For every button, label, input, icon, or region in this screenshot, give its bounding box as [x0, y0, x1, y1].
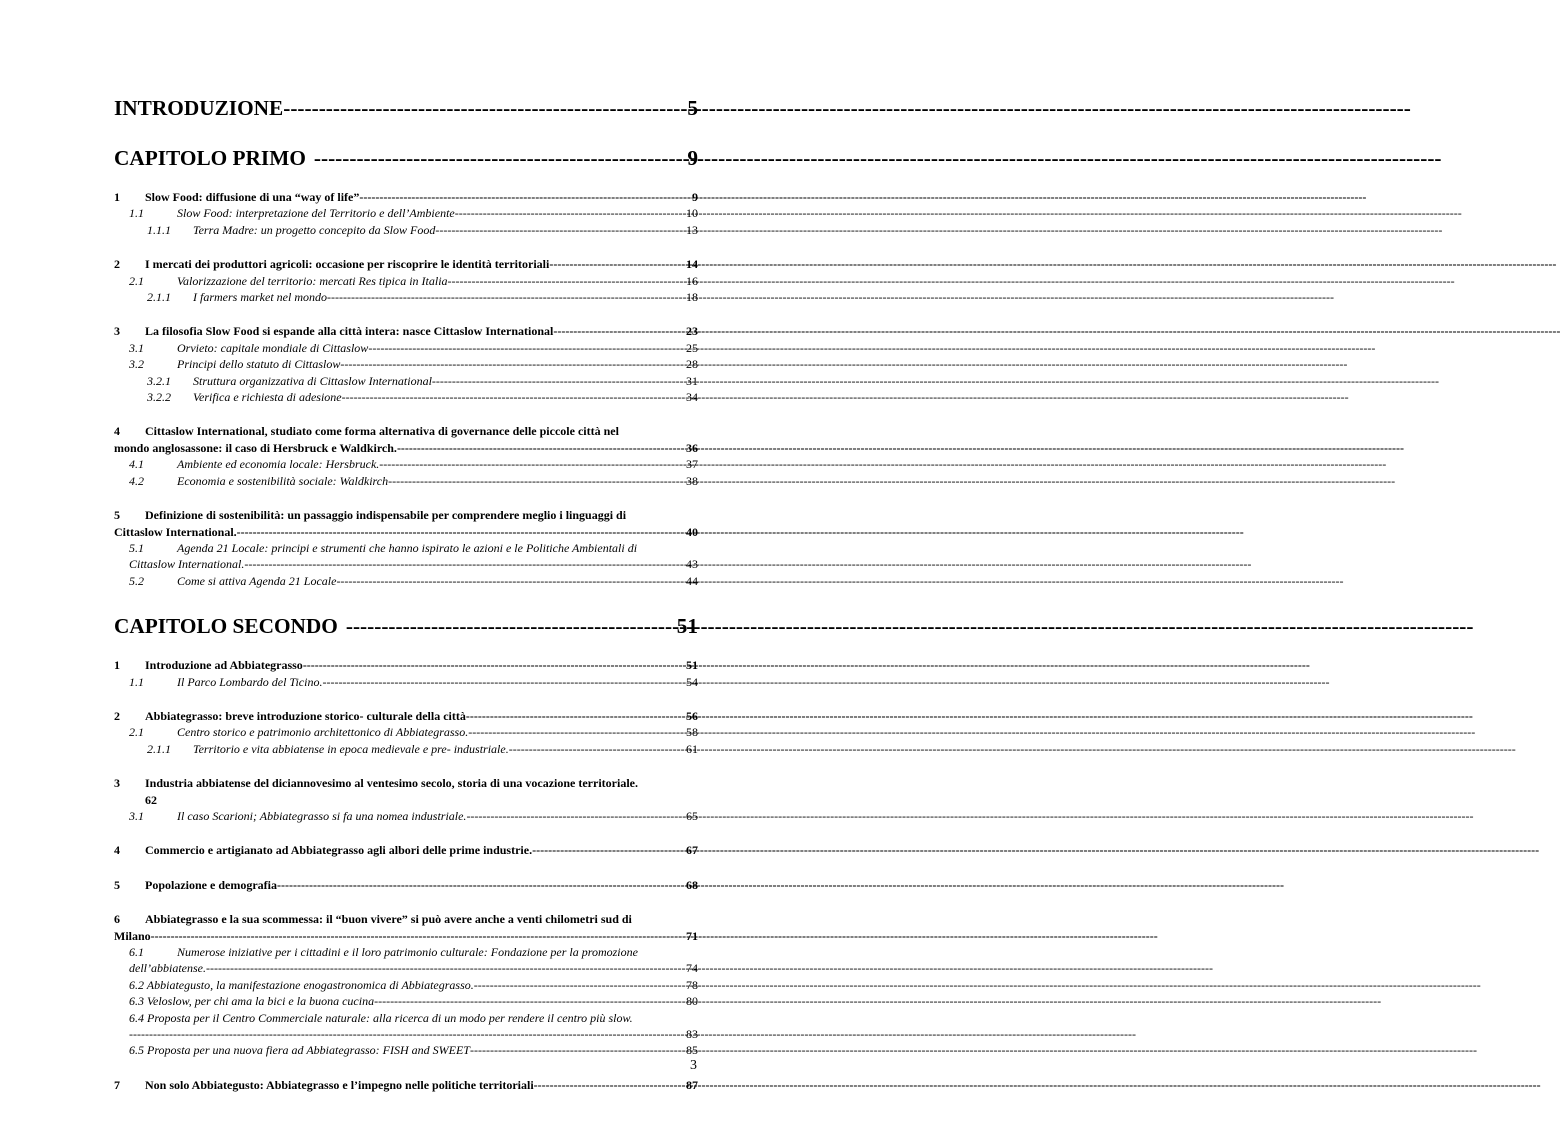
page-ref: 78 — [686, 977, 698, 992]
dot-leader — [468, 724, 684, 740]
subsection-title: Terra Madre: un progetto concepito da Slow Food — [193, 222, 436, 237]
subsection-title: Il Parco Lombardo del Ticino. — [177, 674, 323, 689]
page-ref: 38 — [686, 473, 698, 488]
toc-entry-section[interactable] — [114, 708, 698, 724]
subsection-title: Principi dello statuto di Cittaslow — [177, 357, 341, 372]
dot-leader — [368, 340, 684, 356]
toc-entry-subsubsection[interactable] — [114, 289, 698, 305]
subsection-number: 2.1 — [129, 725, 144, 740]
subsection-number: 5.2 — [129, 573, 144, 588]
toc-entry-section[interactable] — [114, 423, 698, 456]
toc-entry-section[interactable] — [114, 657, 698, 673]
toc-entry-section[interactable] — [114, 1077, 698, 1093]
subsection-title: Agenda 21 Locale: principi e strumenti che hanno ispirato le azioni e le Politiche Ambientali di — [177, 540, 638, 555]
page-ref: 67 — [686, 843, 698, 858]
dot-leader — [549, 256, 684, 272]
page-ref: 14 — [686, 257, 698, 272]
page-ref: 18 — [686, 290, 698, 305]
dot-leader — [340, 356, 684, 372]
toc-entry-subsection[interactable] — [114, 1042, 698, 1058]
section-number: 1 — [114, 658, 120, 673]
dot-leader — [509, 741, 684, 757]
toc-group-1-2 — [114, 256, 698, 305]
dot-leader — [532, 842, 684, 858]
section-title: Commercio e artigianato ad Abbiategrasso agli albori delle prime industrie. — [145, 843, 533, 858]
toc-entry-subsection[interactable] — [114, 473, 698, 489]
dot-leader — [151, 928, 684, 944]
chapter-title: CAPITOLO SECONDO — [114, 614, 338, 639]
dot-leader — [534, 1077, 684, 1093]
subsection-number: 1.1 — [129, 674, 144, 689]
toc-group-1-4 — [114, 423, 698, 489]
subsection-number: 1.1.1 — [147, 222, 171, 237]
page-ref: 68 — [686, 877, 698, 892]
subsection-title-continued: dell’abbiatense. — [129, 961, 206, 976]
dot-leader — [359, 189, 690, 205]
section-title-continued: mondo anglosassone: il caso di Hersbruck e Waldkirch. — [114, 440, 397, 455]
section-number: 6 — [114, 912, 120, 927]
toc-entry-subsubsection[interactable] — [114, 373, 698, 389]
page-ref: 43 — [686, 557, 698, 572]
dot-leader — [470, 1042, 684, 1058]
subsection-number: 4.2 — [129, 473, 144, 488]
toc-entry-section[interactable] — [114, 189, 698, 205]
toc-entry-introduzione[interactable] — [114, 95, 698, 121]
dot-leader — [129, 1026, 684, 1042]
subsection-title: Verifica e richiesta di adesione — [193, 390, 342, 405]
page-ref: 61 — [686, 741, 698, 756]
toc-entry-subsection[interactable] — [114, 977, 698, 993]
subsection-title: Come si attiva Agenda 21 Locale — [177, 573, 337, 588]
subsection-title: Il caso Scarioni; Abbiategrasso si fa una nomea industriale. — [177, 808, 467, 823]
toc-entry-subsection[interactable] — [114, 540, 698, 573]
subsection-title: 6.2 Abbiategusto, la manifestazione enogastronomica di Abbiategrasso. — [129, 977, 474, 992]
toc-group-2-3 — [114, 775, 698, 824]
subsection-number: 2.1.1 — [147, 290, 171, 305]
dot-leader — [466, 808, 684, 824]
toc-entry-section[interactable] — [114, 877, 698, 893]
section-title: Non solo Abbiategusto: Abbiategrasso e l’impegno nelle politiche territoriali — [145, 1077, 534, 1092]
subsection-number: 5.1 — [129, 540, 144, 555]
dot-leader — [435, 222, 684, 238]
page-number: 3 — [690, 1058, 697, 1073]
subsection-title: Valorizzazione del territorio: mercati Res tipica in Italia — [177, 273, 448, 288]
section-title-continued: Milano — [114, 928, 151, 943]
page-ref: 87 — [686, 1077, 698, 1092]
dot-leader — [206, 960, 684, 976]
page-ref: 23 — [686, 324, 698, 339]
page-ref: 58 — [686, 725, 698, 740]
page-ref: 34 — [686, 390, 698, 405]
subsection-title: 6.4 Proposta per il Centro Commerciale naturale: alla ricerca di un modo per rendere il centro più slow. — [129, 1010, 633, 1025]
dot-leader — [277, 877, 684, 893]
toc-entry-subsection[interactable] — [114, 573, 698, 589]
toc-entry-section[interactable] — [114, 911, 698, 944]
section-title: I mercati dei produttori agricoli: occasione per riscoprire le identità territoriali — [145, 257, 550, 272]
dot-leader — [553, 323, 684, 339]
toc-entry-section[interactable] — [114, 842, 698, 858]
subsection-number: 6.1 — [129, 945, 144, 959]
dot-leader — [306, 145, 685, 171]
dot-leader — [432, 373, 684, 389]
dot-leader — [244, 556, 684, 572]
dot-leader — [283, 95, 685, 121]
dot-leader — [455, 205, 684, 221]
page-ref: 62 — [145, 792, 157, 807]
section-title: Abbiategrasso: breve introduzione storico- culturale della città — [145, 708, 466, 723]
page-ref: 37 — [686, 457, 698, 472]
subsection-number: 3.2.2 — [147, 390, 171, 405]
subsection-title: Territorio e vita abbiatense in epoca medievale e pre- industriale. — [193, 741, 509, 756]
dot-leader — [388, 473, 684, 489]
toc-entry-section[interactable] — [114, 256, 698, 272]
section-title: Slow Food: diffusione di una “way of life” — [145, 190, 360, 204]
toc-entry-subsubsection[interactable] — [114, 222, 698, 238]
dot-leader — [397, 440, 684, 456]
toc-entry-section[interactable] — [114, 323, 698, 339]
subsection-number: 3.1 — [129, 340, 144, 355]
toc-entry-subsection[interactable] — [114, 724, 698, 740]
subsection-title: Economia e sostenibilità sociale: Waldkirch — [177, 473, 389, 488]
page-ref: 5 — [687, 96, 698, 120]
section-number: 3 — [114, 324, 120, 339]
toc-group-1-1 — [114, 189, 698, 238]
section-title: Abbiategrasso e la sua scommessa: il “buon vivere” si può avere anche a venti chilometri sud di — [145, 912, 632, 927]
section-number: 4 — [114, 424, 120, 439]
section-title-continued: Cittaslow International. — [114, 524, 237, 539]
subsection-title-continued: Cittaslow International. — [129, 557, 245, 572]
section-number: 7 — [114, 1077, 120, 1092]
dot-leader — [342, 389, 684, 405]
toc-entry-subsection[interactable] — [114, 993, 698, 1009]
toc-entry-capitolo-secondo[interactable] — [114, 613, 698, 639]
subsection-number: 3.2.1 — [147, 373, 171, 388]
page-ref: 16 — [686, 273, 698, 288]
page-ref: 74 — [686, 961, 698, 976]
page-ref: 83 — [686, 1027, 698, 1042]
section-number: 4 — [114, 843, 120, 858]
toc-entry-subsection[interactable] — [114, 808, 698, 824]
page-ref: 51 — [676, 614, 698, 639]
toc-entry-section[interactable] — [114, 507, 698, 540]
page-ref: 31 — [686, 373, 698, 388]
page-ref: 10 — [686, 206, 698, 221]
toc-group-1-3 — [114, 323, 698, 405]
page-ref: 28 — [686, 357, 698, 372]
page-ref: 36 — [686, 440, 698, 455]
subsection-title: 6.5 Proposta per una nuova fiera ad Abbiategrasso: FISH and SWEET — [129, 1043, 470, 1058]
toc-entry-subsection[interactable] — [114, 340, 698, 356]
toc-entry-subsection[interactable] — [114, 1010, 698, 1043]
toc-entry-subsection[interactable] — [114, 456, 698, 472]
subsection-title: Orvieto: capitale mondiale di Cittaslow — [177, 340, 369, 355]
toc-group-1-5 — [114, 507, 698, 589]
page-ref: 9 — [687, 146, 698, 170]
dot-leader — [466, 708, 684, 724]
section-number: 5 — [114, 508, 120, 523]
dot-leader — [327, 289, 684, 305]
chapter-title: CAPITOLO PRIMO — [114, 146, 306, 170]
section-number: 3 — [114, 776, 120, 791]
page-ref: 51 — [686, 658, 698, 673]
toc-entry-subsection[interactable] — [114, 273, 698, 289]
subsection-title: Ambiente ed economia locale: Hersbruck. — [177, 457, 380, 472]
section-title: Industria abbiatense del diciannovesimo al ventesimo secolo, storia di una vocazione territoriale. — [145, 776, 638, 791]
subsection-title: Struttura organizzativa di Cittaslow International — [193, 373, 432, 388]
section-number: 2 — [114, 257, 120, 272]
subsection-title: I farmers market nel mondo — [193, 290, 327, 305]
section-number: 1 — [114, 190, 120, 204]
dot-leader — [303, 657, 684, 673]
toc-entry-subsection[interactable] — [114, 944, 698, 977]
section-number: 5 — [114, 877, 120, 892]
toc-group-2-2 — [114, 708, 698, 757]
toc-entry-subsection[interactable] — [114, 674, 698, 690]
section-title: Cittaslow International, studiato come forma alternativa di governance delle piccole città nel — [145, 424, 619, 439]
page-ref: 13 — [686, 222, 698, 237]
toc-entry-subsubsection[interactable] — [114, 741, 698, 757]
page-ref: 44 — [686, 573, 698, 588]
section-title: Popolazione e demografia — [145, 877, 277, 892]
toc-entry-section[interactable] — [114, 775, 698, 808]
subsection-title: Slow Food: interpretazione del Territorio e dell’Ambiente — [177, 206, 455, 221]
subsection-title: 6.3 Veloslow, per chi ama la bici e la buona cucina — [129, 994, 375, 1009]
subsection-title: Numerose iniziative per i cittadini e il loro patrimonio culturale: Fondazione per la promozione — [177, 945, 638, 959]
dot-leader — [336, 573, 684, 589]
subsection-number: 1.1 — [129, 206, 144, 221]
page-ref: 85 — [686, 1043, 698, 1058]
dot-leader — [322, 674, 684, 690]
toc-entry-subsubsection[interactable] — [114, 389, 698, 405]
section-title: La filosofia Slow Food si espande alla città intera: nasce Cittaslow International — [145, 324, 554, 339]
subsection-title: Centro storico e patrimonio architettonico di Abbiategrasso. — [177, 725, 469, 740]
page-ref: 71 — [686, 928, 698, 943]
subsection-number: 3.2 — [129, 357, 144, 372]
subsection-number: 2.1.1 — [147, 741, 171, 756]
toc-group-2-1 — [114, 657, 698, 690]
subsection-number: 4.1 — [129, 457, 144, 472]
toc-entry-capitolo-primo[interactable] — [114, 145, 698, 171]
page-ref: 25 — [686, 340, 698, 355]
dot-leader — [338, 613, 675, 639]
chapter-title: INTRODUZIONE — [114, 96, 284, 120]
dot-leader — [474, 977, 684, 993]
table-of-contents — [114, 95, 698, 1111]
section-title: Introduzione ad Abbiategrasso — [145, 658, 303, 673]
dot-leader — [374, 993, 684, 1009]
section-title: Definizione di sostenibilità: un passaggio indispensabile per comprendere meglio i linguaggi di — [145, 508, 627, 523]
page-ref: 54 — [686, 674, 698, 689]
page-ref: 56 — [686, 708, 698, 723]
subsection-number: 2.1 — [129, 273, 144, 288]
toc-entry-subsection[interactable] — [114, 356, 698, 372]
dot-leader — [237, 524, 684, 540]
page-ref: 9 — [692, 190, 698, 204]
subsection-number: 3.1 — [129, 808, 144, 823]
section-number: 2 — [114, 708, 120, 723]
page-ref: 40 — [686, 524, 698, 539]
page-ref: 65 — [686, 808, 698, 823]
toc-group-2-6 — [114, 911, 698, 1059]
page-ref: 80 — [686, 994, 698, 1009]
toc-entry-subsection[interactable] — [114, 205, 698, 221]
dot-leader — [379, 456, 684, 472]
dot-leader — [448, 273, 684, 289]
